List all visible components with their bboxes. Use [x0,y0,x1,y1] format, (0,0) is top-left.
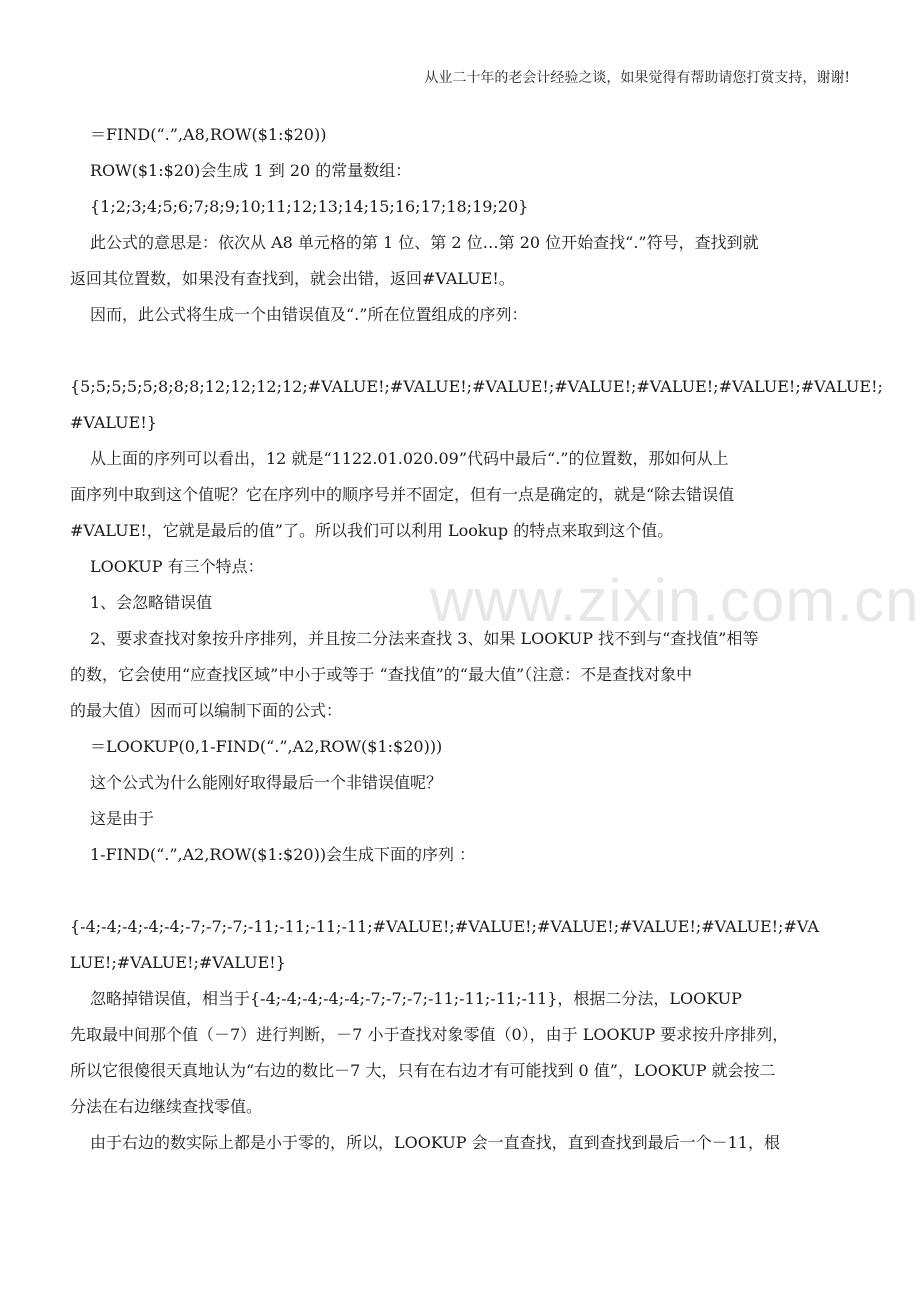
negative-array-line-1: {-4;-4;-4;-4;-4;-7;-7;-7;-11;-11;-11;-11;#VALUE!;#VALUE!;#VALUE!;#VALUE!;#VALUE!;#VA [70,917,819,936]
paragraph-sequence-generates: 1-FIND(“.”,A2,ROW($1:$20))会生成下面的序列 ： [90,845,476,864]
negative-array-line-2: LUE!;#VALUE!;#VALUE!} [70,953,286,972]
lookup-feature-2-line-1: 2、要求查找对象按升序排列，并且按二分法来查找 3、如果 LOOKUP 找不到与“查找值”相等 [90,629,759,648]
constant-array: {1;2;3;4;5;6;7;8;9;10;11;12;13;14;15;16;17;18;19;20} [90,197,529,216]
sequence-array-line-2: #VALUE!} [70,413,157,432]
paragraph-binary-search-line-2: 先取最中间那个值（－7）进行判断，－7 小于查找对象零值（0），由于 LOOKUP 要求按升序排列， [70,1025,789,1044]
paragraph-row-desc: ROW($1:$20)会生成 1 到 20 的常量数组： [90,161,412,180]
paragraph-analysis-line-1: 从上面的序列可以看出，12 就是“1122.01.020.09”代码中最后“.”的位置数，那如何从上 [90,449,729,468]
paragraph-sequence-intro: 因而，此公式将生成一个由错误值及“.”所在位置组成的序列： [90,305,528,324]
paragraph-meaning-line-1: 此公式的意思是：依次从 A8 单元格的第 1 位、第 2 位…第 20 位开始查找“.”符号，查找到就 [90,233,759,252]
header-note: 从业二十年的老会计经验之谈，如果觉得有帮助请您打赏支持，谢谢! [424,70,850,86]
paragraph-analysis-line-3: #VALUE!，它就是最后的值”了。所以我们可以利用 Lookup 的特点来取到这个值。 [70,521,674,540]
sequence-array-line-1: {5;5;5;5;5;8;8;8;12;12;12;12;#VALUE!;#VALUE!;#VALUE!;#VALUE!;#VALUE!;#VALUE!;#VALUE!; [70,377,883,396]
paragraph-meaning-line-2: 返回其位置数，如果没有查找到，就会出错，返回#VALUE!。 [70,269,515,288]
lookup-feature-1: 1、会忽略错误值 [90,593,213,612]
document-body [70,117,883,1161]
lookup-features-heading: LOOKUP 有三个特点： [90,557,264,576]
paragraph-conclusion: 由于右边的数实际上都是小于零的，所以，LOOKUP 会一直查找，直到查找到最后一个－11，根 [90,1133,780,1152]
watermark: www.zixin.com.cn [430,567,920,634]
paragraph-binary-search-line-1: 忽略掉错误值，相当于{-4;-4;-4;-4;-4;-7;-7;-7;-11;-11;-11;-11}，根据二分法，LOOKUP [90,989,742,1008]
paragraph-analysis-line-2: 面序列中取到这个值呢？它在序列中的顺序号并不固定，但有一点是确定的，就是“除去错误值 [70,485,735,504]
lookup-feature-2-line-2: 的数，它会使用“应查找区域”中小于或等于 “查找值”的“最大值”（注意：不是查找对象中 [70,665,693,684]
formula-lookup: ＝LOOKUP(0,1-FIND(“.”,A2,ROW($1:$20))) [90,737,443,756]
paragraph-binary-search-line-4: 分法在右边继续查找零值。 [70,1097,263,1116]
lookup-feature-2-line-3: 的最大值）因而可以编制下面的公式： [70,701,343,720]
paragraph-binary-search-line-3: 所以它很傻很天真地认为“右边的数比－7 大，只有在右边才有可能找到 0 值”，LOOKUP 就会按二 [70,1061,776,1080]
formula-find: ＝FIND(“.”,A8,ROW($1:$20)) [90,125,327,144]
paragraph-why-question: 这个公式为什么能刚好取得最后一个非错误值呢？ [90,773,443,792]
paragraph-because: 这是由于 [90,809,155,828]
spacer [70,873,855,909]
spacer [70,333,855,369]
